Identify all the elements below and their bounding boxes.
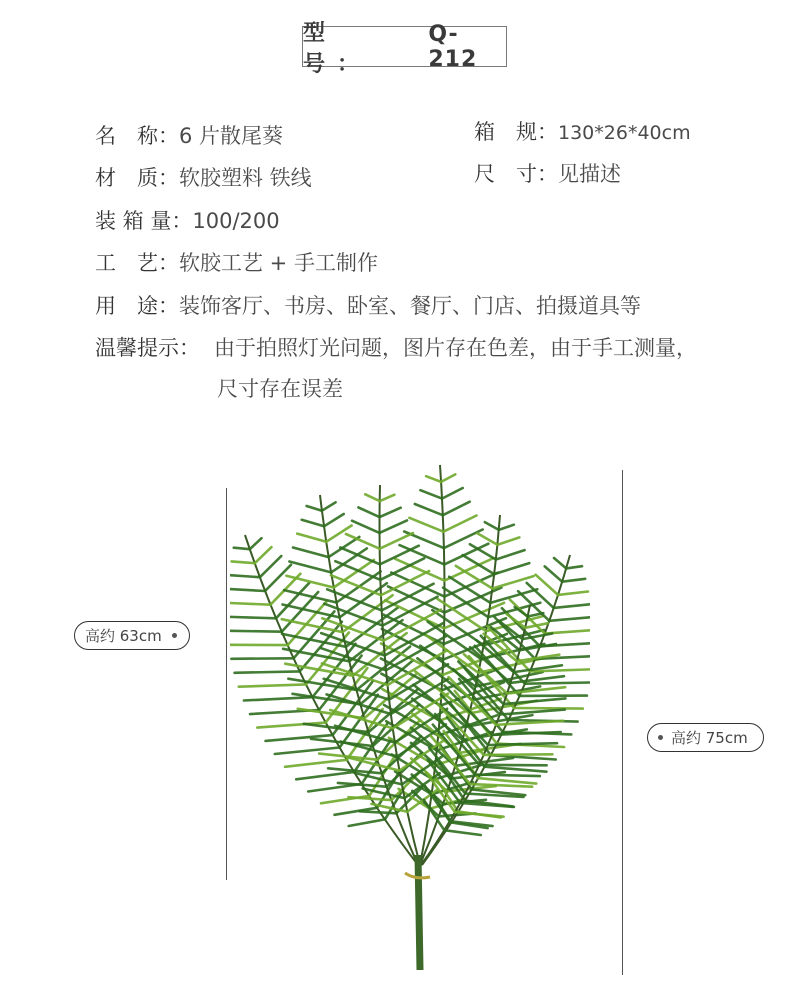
spec-size	[474, 158, 621, 188]
spec-craft-value: 软胶工艺 + 手工制作	[179, 251, 378, 275]
model-number-box	[302, 20, 507, 77]
spec-size-value: 见描述	[558, 162, 621, 186]
spec-material-label: 材 质：	[95, 166, 179, 190]
spec-material-value: 软胶塑料 铁线	[179, 166, 312, 190]
spec-tip-line2: 尺寸存在误差	[217, 377, 343, 401]
spec-usage	[95, 290, 641, 320]
spec-packing-label: 装 箱 量：	[95, 209, 193, 233]
spec-box-value: 130*26*40cm	[558, 122, 691, 144]
spec-box-label: 箱 规：	[474, 120, 558, 144]
left-height-label	[74, 621, 190, 650]
spec-packing	[95, 205, 280, 235]
palm-plant-image	[230, 455, 590, 975]
palm-fronds	[230, 465, 590, 865]
left-dot-icon	[172, 633, 177, 638]
spec-tip-label: 温馨提示：	[95, 336, 200, 360]
spec-tip-continued	[217, 373, 343, 403]
palm-stem	[405, 855, 430, 970]
right-height-line	[622, 470, 623, 975]
spec-name-value: 6 片散尾葵	[179, 124, 284, 148]
left-height-text: 高约 63cm	[85, 627, 162, 645]
spec-craft	[95, 247, 378, 277]
spec-size-label: 尺 寸：	[474, 162, 558, 186]
right-height-text: 高约 75cm	[671, 729, 748, 747]
left-height-line	[226, 488, 227, 880]
spec-packing-value: 100/200	[192, 209, 280, 233]
right-dot-icon	[658, 735, 663, 740]
spec-material	[95, 162, 312, 192]
spec-tip-line1: 由于拍照灯光问题，图片存在色差，由于手工测量，	[214, 336, 697, 360]
model-label: 型 号：	[303, 20, 372, 77]
spec-usage-value: 装饰客厅、书房、卧室、餐厅、门店、拍摄道具等	[179, 294, 641, 318]
spec-usage-label: 用 途：	[95, 294, 179, 318]
right-height-label	[647, 723, 764, 752]
spec-name	[95, 120, 283, 150]
spec-box	[474, 116, 691, 146]
spec-tip	[95, 332, 697, 362]
spec-name-label: 名 称：	[95, 124, 179, 148]
model-value: Q-212	[428, 21, 478, 72]
spec-craft-label: 工 艺：	[95, 251, 179, 275]
